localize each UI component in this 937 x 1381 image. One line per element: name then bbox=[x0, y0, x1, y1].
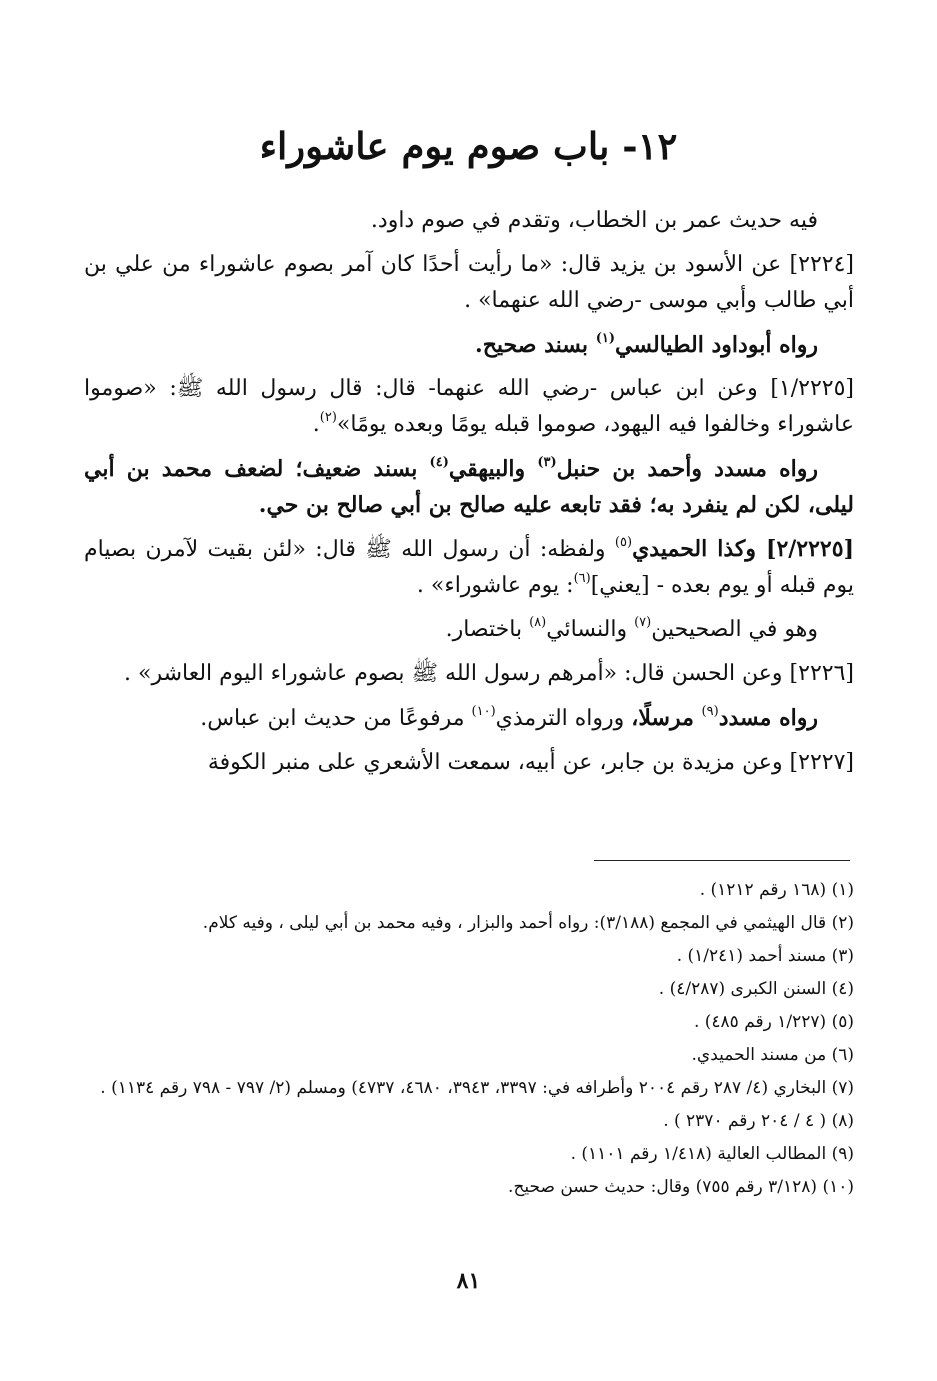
hadith-2224: [٢٢٢٤] عن الأسود بن يزيد قال: «ما رأيت أحدًا كان آمر بصوم عاشوراء من علي بن أبي طالب وأبي موسى -رضي الله عنهما» . bbox=[84, 252, 854, 313]
footnote-ref-7[interactable]: (٧) bbox=[634, 614, 652, 630]
narration-text: والبيهقي bbox=[448, 456, 538, 482]
hadith-text: [٢/٢٢٢٥] وكذا الحميدي bbox=[632, 536, 854, 562]
hadith-text: . bbox=[312, 412, 320, 437]
narration-note-2225-2 bbox=[84, 612, 854, 648]
hadith-text: ولفظه: أن رسول الله ﷺ قال: «لئن بقيت لآمرن بصيام يوم قبله أو يوم بعده - [يعني] bbox=[84, 537, 854, 598]
narration-text: والنسائي bbox=[546, 617, 635, 642]
hadith-2225-1 bbox=[84, 371, 854, 443]
footnote-8: (٨) ( ٤ / ٢٠٤ رقم ٢٣٧٠ ) . bbox=[663, 1111, 854, 1131]
intro-paragraph: فيه حديث عمر بن الخطاب، وتقدم في صوم داود. bbox=[370, 208, 818, 233]
narration-text: وهو في الصحيحين bbox=[651, 617, 818, 642]
footnotes-list bbox=[84, 874, 854, 1204]
footnote-3: (٣) مسند أحمد (١/٢٤١) . bbox=[676, 946, 854, 966]
narration-text: مرسلًا، bbox=[631, 705, 702, 731]
footnote-4: (٤) السنن الكبرى (٤/٢٨٧) . bbox=[658, 979, 854, 999]
narration-text: رواه مسدد bbox=[718, 705, 818, 731]
footnote-ref-8[interactable]: (٨) bbox=[529, 614, 547, 630]
hadith-text: : يوم عاشوراء» . bbox=[416, 573, 574, 598]
narration-text: مرفوعًا من حديث ابن عباس. bbox=[200, 706, 472, 731]
footnote-2: (٢) قال الهيثمي في المجمع (٣/١٨٨): رواه أحمد والبزار ، وفيه محمد بن أبي ليلى ، وفيه كلام. bbox=[202, 913, 854, 933]
narration-note-2226 bbox=[84, 700, 854, 737]
footnote-ref-10[interactable]: (١٠) bbox=[471, 703, 496, 719]
narration-note-2225-1 bbox=[84, 451, 854, 523]
narration-text: باختصار. bbox=[445, 617, 530, 642]
page-number: ٨١ bbox=[456, 1268, 481, 1294]
footnote-9: (٩) المطالب العالية (١/٤١٨ رقم ١١٠١) . bbox=[570, 1144, 854, 1164]
hadith-text: [١/٢٢٢٥] وعن ابن عباس -رضي الله عنهما- قال: قال رسول الله ﷺ: «صوموا عاشوراء وخالفوا فيه اليهود، صوموا قبله يومًا وبعده يومًا» bbox=[84, 376, 854, 437]
footnote-5: (٥) (١/٢٢٧ رقم ٤٨٥) . bbox=[693, 1012, 854, 1032]
narration-text: رواه مسدد وأحمد بن حنبل bbox=[556, 456, 818, 482]
footnote-1: (١) (١٦٨ رقم ١٢١٢) . bbox=[699, 880, 854, 900]
footnote-ref-5[interactable]: (٥) bbox=[614, 534, 633, 550]
narration-note-2224 bbox=[84, 327, 854, 363]
narration-text: بسند صحيح. bbox=[475, 332, 596, 358]
footnote-ref-1[interactable]: (١) bbox=[595, 330, 615, 346]
hadith-2226: [٢٢٢٦] وعن الحسن قال: «أمرهم رسول الله ﷺ بصوم عاشوراء اليوم العاشر» . bbox=[124, 661, 854, 686]
main-text bbox=[84, 203, 854, 789]
footnote-6: (٦) من مسند الحميدي. bbox=[691, 1045, 854, 1065]
footnote-10: (١٠) (٣/١٢٨ رقم ٧٥٥) وقال: حديث حسن صحيح. bbox=[508, 1177, 854, 1197]
narration-text: رواه أبوداود الطيالسي bbox=[614, 332, 818, 358]
hadith-2227: [٢٢٢٧] وعن مزيدة بن جابر، عن أبيه، سمعت الأشعري على منبر الكوفة bbox=[207, 750, 854, 775]
narration-text: ورواه الترمذي bbox=[495, 706, 632, 731]
footnote-ref-9[interactable]: (٩) bbox=[701, 703, 719, 719]
narration-text: بسند ضعيف؛ لضعف محمد بن أبي ليلى، لكن لم ينفرد به؛ فقد تابعه عليه صالح بن أبي صالح بن حي. bbox=[84, 456, 854, 518]
footnote-ref-4[interactable]: (٤) bbox=[429, 454, 449, 470]
footnote-ref-2[interactable]: (٢) bbox=[319, 409, 337, 425]
hadith-2225-2 bbox=[84, 531, 854, 604]
footnote-ref-3[interactable]: (٣) bbox=[537, 454, 557, 470]
footnote-divider bbox=[594, 860, 850, 861]
footnote-7: (٧) البخاري (٤/ ٢٨٧ رقم ٢٠٠٤ وأطرافه في: ٣٣٩٧، ٣٩٤٣، ٤٦٨٠، ٤٧٣٧) ومسلم (٢/ ٧٩٧ - ٧٩٨ رقم ١١٣٤) . bbox=[100, 1078, 854, 1098]
footnote-ref-6[interactable]: (٦) bbox=[573, 570, 591, 586]
chapter-title: ١٢- باب صوم يوم عاشوراء bbox=[259, 124, 678, 168]
